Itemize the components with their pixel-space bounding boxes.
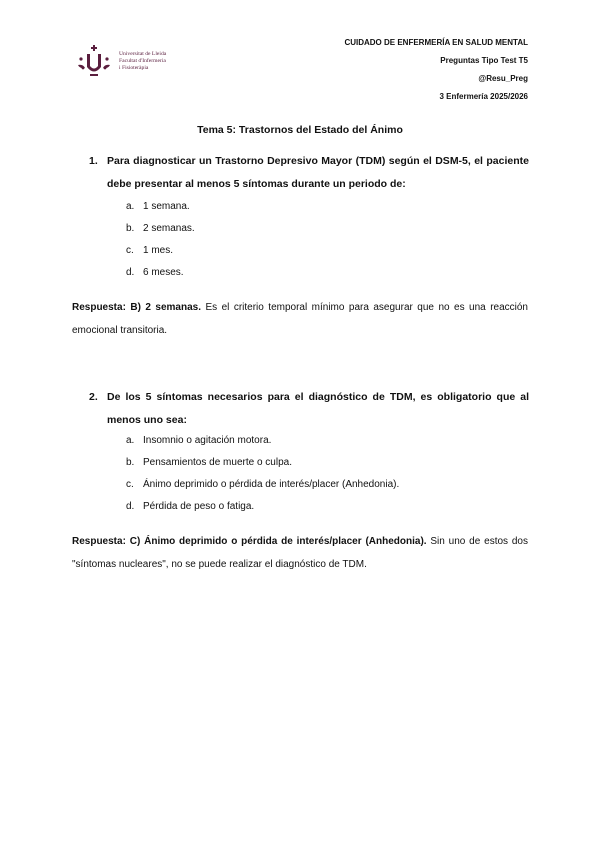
- option-letter: b.: [126, 457, 135, 468]
- option-text: 1 mes.: [143, 245, 174, 256]
- option-letter: a.: [126, 201, 135, 212]
- answer-label: Respuesta: B) 2 semanas.: [72, 302, 201, 313]
- option-letter: a.: [126, 435, 135, 446]
- university-name: [119, 51, 166, 72]
- option-text: Pensamientos de muerte o culpa.: [143, 457, 292, 468]
- option-letter: c.: [126, 479, 134, 490]
- logo-line-1: Universitat de Lleida: [119, 51, 167, 57]
- question-text: De los 5 síntomas necesarios para el diagnóstico de TDM, es obligatorio que al menos uno sea:: [107, 391, 529, 426]
- logo-line-3: i Fisioteràpia: [119, 65, 149, 71]
- page-title: Tema 5: Trastornos del Estado del Ánimo: [197, 124, 403, 136]
- answer-explanation: Es el criterio temporal mínimo para asegurar que no es una reacción emocional transitoria.: [72, 302, 528, 336]
- question-1: [89, 150, 529, 196]
- option-text: 2 semanas.: [143, 223, 195, 234]
- course-year: 3 Enfermería 2025/2026: [439, 92, 528, 101]
- option-letter: d.: [126, 501, 135, 512]
- option-text: 1 semana.: [143, 201, 190, 212]
- author-handle: @Resu_Preg: [478, 74, 528, 83]
- answer-1: [72, 296, 528, 342]
- question-number: 2.: [89, 391, 98, 403]
- test-title: Preguntas Tipo Test T5: [440, 56, 528, 65]
- university-logo: [76, 43, 186, 79]
- course-title: CUIDADO DE ENFERMERÍA EN SALUD MENTAL: [344, 38, 528, 47]
- answer-explanation: Sin uno de estos dos "síntomas nucleares", no se puede realizar el diagnóstico de TDM.: [72, 536, 528, 570]
- question-number: 1.: [89, 155, 98, 167]
- university-crest-icon: [76, 43, 112, 79]
- option-letter: c.: [126, 245, 134, 256]
- option-text: Pérdida de peso o fatiga.: [143, 501, 255, 512]
- answer-label: Respuesta: C) Ánimo deprimido o pérdida de interés/placer (Anhedonia).: [72, 536, 427, 547]
- option-text: Ánimo deprimido o pérdida de interés/placer (Anhedonia).: [143, 479, 400, 490]
- question-text: Para diagnosticar un Trastorno Depresivo Mayor (TDM) según el DSM-5, el paciente debe presentar al menos 5 síntomas durante un periodo de:: [107, 155, 529, 190]
- option-text: Insomnio o agitación motora.: [143, 435, 272, 446]
- document-header: [344, 38, 528, 110]
- option-text: 6 meses.: [143, 267, 184, 278]
- option-letter: b.: [126, 223, 135, 234]
- option-letter: d.: [126, 267, 135, 278]
- logo-line-2: Facultat d'Infermeria: [119, 58, 166, 64]
- answer-2: [72, 530, 528, 576]
- question-2: [89, 386, 529, 432]
